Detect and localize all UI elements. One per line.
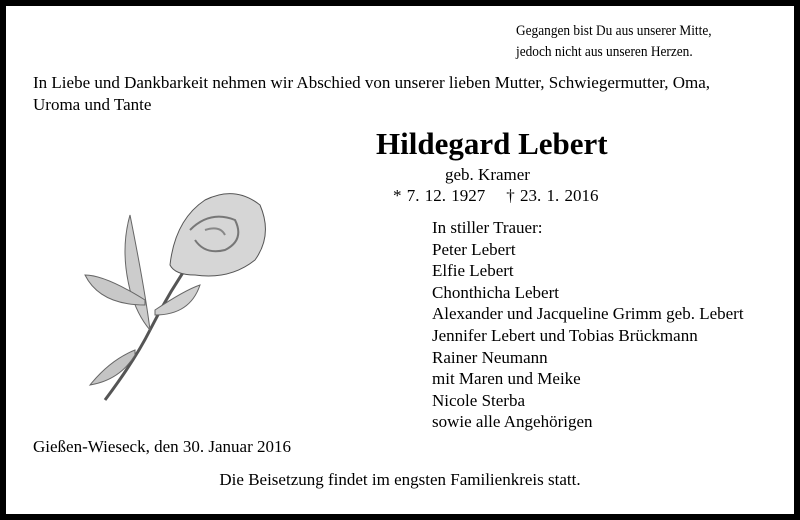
mourners-heading: In stiller Trauer: bbox=[432, 218, 543, 237]
mourner: Jennifer Lebert und Tobias Brückmann bbox=[432, 325, 698, 345]
death-date: † 23. 1. 2016 bbox=[506, 186, 599, 205]
mourner: Peter Lebert bbox=[432, 239, 516, 259]
mourners-list bbox=[432, 217, 744, 433]
mourner: Elfie Lebert bbox=[432, 261, 514, 281]
mourner: Nicole Sterba bbox=[432, 390, 525, 410]
memorial-quote bbox=[516, 21, 712, 63]
intro-text bbox=[33, 72, 710, 116]
deceased-name: Hildegard Lebert bbox=[376, 126, 608, 161]
burial-note: Die Beisetzung findet im engsten Familienkreis statt. bbox=[219, 470, 581, 489]
rose-illustration bbox=[75, 180, 275, 420]
mourner: Rainer Neumann bbox=[432, 347, 548, 367]
life-dates bbox=[393, 186, 599, 206]
mourner: mit Maren und Meike bbox=[432, 369, 581, 389]
quote-line: Gegangen bist Du aus unserer Mitte, bbox=[516, 23, 712, 39]
birth-date: * 7. 12. 1927 bbox=[393, 186, 486, 205]
birth-name: geb. Kramer bbox=[445, 165, 530, 184]
place-date: Gießen-Wieseck, den 30. Januar 2016 bbox=[33, 437, 292, 456]
intro-line: Uroma und Tante bbox=[33, 95, 152, 114]
mourner: Chonthicha Lebert bbox=[432, 282, 559, 302]
mourner: Alexander und Jacqueline Grimm geb. Lebert bbox=[432, 304, 744, 324]
intro-line: In Liebe und Dankbarkeit nehmen wir Abschied von unserer lieben Mutter, Schwiegermutter, Oma, bbox=[33, 73, 711, 92]
mourner: sowie alle Angehörigen bbox=[432, 412, 593, 432]
quote-line: jedoch nicht aus unseren Herzen. bbox=[516, 44, 693, 60]
